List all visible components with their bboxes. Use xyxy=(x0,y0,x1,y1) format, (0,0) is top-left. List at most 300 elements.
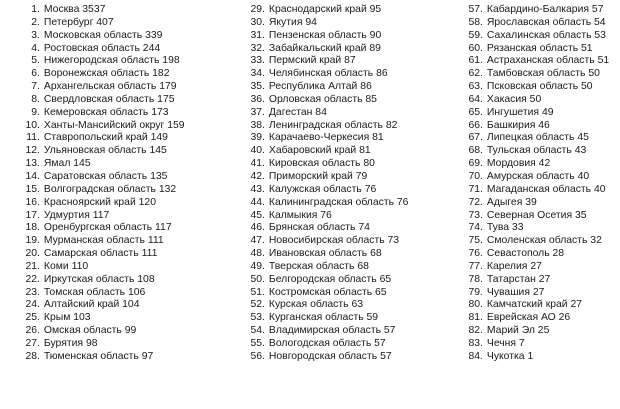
region-name: Чечня xyxy=(486,337,517,349)
list-item xyxy=(23,261,185,274)
region-count: 26 xyxy=(558,312,571,324)
list-column-1 xyxy=(23,4,185,364)
region-name: Вологодская область xyxy=(268,337,372,349)
region-name: Башкирия xyxy=(486,119,536,131)
rank-separator: . xyxy=(262,68,265,80)
rank-number: 51 xyxy=(250,286,262,298)
region-count: 76 xyxy=(364,183,377,195)
rank-separator: . xyxy=(37,119,40,131)
region-name: Бурятия xyxy=(43,337,84,349)
rank-separator: . xyxy=(262,93,265,105)
list-item xyxy=(466,312,609,325)
rank-number: 23 xyxy=(25,286,37,298)
rank-separator: . xyxy=(480,325,483,337)
list-item xyxy=(23,312,185,325)
region-name: Ингушетия xyxy=(486,106,540,118)
region-name: Краснодарский край xyxy=(268,4,367,15)
rank-separator: . xyxy=(480,273,483,285)
region-count: 27 xyxy=(530,260,542,272)
region-name: Курганская область xyxy=(268,312,364,324)
region-count: 117 xyxy=(155,222,172,234)
rank-number: 34 xyxy=(250,68,262,80)
list-item xyxy=(248,68,408,81)
region-count: 84 xyxy=(315,106,327,118)
rank-number: 42 xyxy=(250,170,262,182)
rank-number: 38 xyxy=(250,119,262,131)
rank-number: 9 xyxy=(31,106,37,118)
list-item xyxy=(466,210,609,223)
region-name: Еврейская АО xyxy=(486,312,556,324)
list-item xyxy=(248,312,408,325)
list-item xyxy=(248,274,408,287)
region-name: Камчатский край xyxy=(486,299,568,311)
rank-number: 57 xyxy=(468,4,480,15)
list-item xyxy=(23,287,185,300)
rank-separator: . xyxy=(480,337,483,349)
list-item xyxy=(466,43,609,56)
rank-separator: . xyxy=(262,42,265,54)
region-count: 95 xyxy=(369,4,382,15)
rank-number: 55 xyxy=(250,337,262,349)
rank-number: 8 xyxy=(31,93,37,105)
rank-number: 44 xyxy=(250,196,262,208)
region-count: 135 xyxy=(150,170,168,182)
region-name: Нижегородская область xyxy=(43,55,160,67)
region-count: 68 xyxy=(370,248,382,260)
rank-separator: . xyxy=(37,106,40,118)
list-item xyxy=(466,55,609,68)
region-name: Петербург xyxy=(43,16,94,28)
rank-number: 43 xyxy=(250,183,262,195)
region-name: Свердловская область xyxy=(43,93,155,105)
region-name: Смоленская область xyxy=(486,235,588,247)
rank-number: 29 xyxy=(250,4,262,15)
rank-separator: . xyxy=(37,158,40,170)
region-name: Марий Эл xyxy=(486,325,535,337)
list-item xyxy=(466,68,609,81)
rank-number: 79 xyxy=(468,286,480,298)
region-count: 42 xyxy=(538,158,551,170)
rank-number: 37 xyxy=(250,106,262,118)
rank-number: 25 xyxy=(25,312,37,324)
list-item xyxy=(466,145,609,158)
region-name: Новосибирская область xyxy=(268,235,385,247)
region-name: Чукотка xyxy=(486,350,525,362)
rank-number: 47 xyxy=(250,235,262,247)
region-name: Приморский край xyxy=(268,170,353,182)
region-count: 43 xyxy=(574,145,587,157)
rank-number: 54 xyxy=(250,325,262,337)
list-item xyxy=(23,81,185,94)
region-count: 39 xyxy=(525,196,537,208)
list-item xyxy=(23,299,185,312)
rank-separator: . xyxy=(37,196,40,208)
region-name: Омская область xyxy=(43,325,122,337)
region-name: Татарстан xyxy=(486,273,536,285)
region-name: Астраханская область xyxy=(486,55,595,67)
rank-separator: . xyxy=(262,337,265,349)
rank-separator: . xyxy=(37,337,40,349)
region-name: Калининградская область xyxy=(268,196,395,208)
rank-number: 27 xyxy=(25,337,37,349)
region-count: 149 xyxy=(150,132,168,144)
region-name: Челябинская область xyxy=(268,68,374,80)
rank-separator: . xyxy=(262,81,265,93)
rank-separator: . xyxy=(37,16,40,28)
rank-separator: . xyxy=(480,209,483,221)
region-count: 159 xyxy=(167,119,185,131)
rank-separator: . xyxy=(480,183,483,195)
list-item xyxy=(466,299,609,312)
region-count: 57 xyxy=(591,4,604,15)
region-name: Ленинградская область xyxy=(268,119,383,131)
region-count: 407 xyxy=(96,16,114,28)
region-name: Кабардино-Балкария xyxy=(486,4,590,15)
region-name: Белгородская область xyxy=(268,273,377,285)
rank-separator: . xyxy=(480,29,483,41)
region-name: Костромская область xyxy=(268,286,373,298)
region-name: Иркутская область xyxy=(43,273,135,285)
region-count: 45 xyxy=(577,132,589,144)
rank-number: 81 xyxy=(468,312,480,324)
region-name: Тульская область xyxy=(486,145,572,157)
list-item xyxy=(23,222,185,235)
list-item xyxy=(23,338,185,351)
rank-separator: . xyxy=(37,325,40,337)
rank-number: 50 xyxy=(250,273,262,285)
region-name: Томская область xyxy=(43,286,126,298)
region-name: Волгоградская область xyxy=(43,183,156,195)
region-count: 98 xyxy=(85,337,98,349)
region-count: 40 xyxy=(577,170,590,182)
region-name: Коми xyxy=(43,260,69,272)
region-name: Брянская область xyxy=(268,222,356,234)
list-item xyxy=(248,30,408,43)
rank-separator: . xyxy=(262,4,265,15)
rank-separator: . xyxy=(37,145,40,157)
region-count: 65 xyxy=(379,273,392,285)
list-item xyxy=(248,4,408,17)
region-count: 104 xyxy=(122,299,140,311)
region-count: 25 xyxy=(537,325,550,337)
region-name: Орловская область xyxy=(268,93,363,105)
region-name: Мордовия xyxy=(486,158,536,170)
region-count: 7 xyxy=(518,337,525,349)
rank-separator: . xyxy=(262,235,265,247)
region-name: Тува xyxy=(486,222,510,234)
region-name: Москва xyxy=(43,4,80,15)
rank-separator: . xyxy=(262,248,265,260)
rank-separator: . xyxy=(262,273,265,285)
region-count: 94 xyxy=(305,16,317,28)
list-column-2 xyxy=(248,4,408,364)
list-item xyxy=(466,222,609,235)
rank-number: 4 xyxy=(31,42,37,54)
region-name: Ямал xyxy=(43,158,71,170)
rank-separator: . xyxy=(262,196,265,208)
rank-number: 28 xyxy=(25,350,37,362)
rank-separator: . xyxy=(480,132,483,144)
rank-separator: . xyxy=(262,119,265,131)
region-count: 54 xyxy=(594,16,606,28)
region-name: Пензенская область xyxy=(268,29,367,41)
list-item xyxy=(466,132,609,145)
region-count: 103 xyxy=(73,312,91,324)
region-count: 110 xyxy=(71,260,89,272)
rank-separator: . xyxy=(480,158,483,170)
region-count: 89 xyxy=(369,42,381,54)
list-item xyxy=(23,248,185,261)
list-item xyxy=(23,120,185,133)
rank-separator: . xyxy=(262,325,265,337)
rank-number: 62 xyxy=(468,68,480,80)
rank-separator: . xyxy=(37,4,40,15)
rank-separator: . xyxy=(480,42,483,54)
rank-separator: . xyxy=(480,55,483,67)
rank-separator: . xyxy=(262,299,265,311)
rank-number: 65 xyxy=(468,106,480,118)
rank-number: 13 xyxy=(25,158,37,170)
rank-separator: . xyxy=(480,68,483,80)
region-count: 79 xyxy=(355,170,368,182)
list-item xyxy=(248,94,408,107)
list-item xyxy=(23,43,185,56)
region-count: 90 xyxy=(369,29,382,41)
rank-separator: . xyxy=(480,286,483,298)
region-count: 40 xyxy=(594,183,606,195)
rank-number: 64 xyxy=(468,93,480,105)
list-item xyxy=(23,274,185,287)
rank-separator: . xyxy=(480,145,483,157)
list-item xyxy=(466,248,609,261)
region-name: Хабаровский край xyxy=(268,145,357,157)
rank-separator: . xyxy=(37,209,40,221)
list-item xyxy=(23,158,185,171)
region-count: 76 xyxy=(396,196,409,208)
region-name: Магаданская область xyxy=(486,183,592,195)
list-item xyxy=(466,81,609,94)
list-item xyxy=(23,351,185,364)
rank-separator: . xyxy=(262,209,265,221)
region-count: 33 xyxy=(511,222,524,234)
region-count: 80 xyxy=(363,158,375,170)
rank-number: 70 xyxy=(468,170,480,182)
rank-separator: . xyxy=(37,286,40,298)
rank-number: 3 xyxy=(31,29,37,41)
region-name: Удмуртия xyxy=(43,209,90,221)
rank-number: 11 xyxy=(26,132,37,144)
rank-separator: . xyxy=(37,260,40,272)
region-name: Сахалинская область xyxy=(486,29,592,41)
region-count: 117 xyxy=(92,209,110,221)
rank-separator: . xyxy=(37,248,40,260)
rank-number: 40 xyxy=(250,145,262,157)
rank-number: 24 xyxy=(25,299,37,311)
region-count: 99 xyxy=(124,325,137,337)
list-item xyxy=(466,287,609,300)
rank-number: 67 xyxy=(468,132,480,144)
region-count: 27 xyxy=(570,299,583,311)
region-count: 50 xyxy=(581,81,593,93)
rank-number: 46 xyxy=(250,222,262,234)
region-count: 182 xyxy=(152,68,170,80)
rank-number: 82 xyxy=(468,325,480,337)
region-count: 49 xyxy=(541,106,554,118)
region-count: 46 xyxy=(538,119,550,131)
region-count: 73 xyxy=(387,235,400,247)
list-item xyxy=(248,132,408,145)
region-name: Кировская область xyxy=(268,158,361,170)
region-count: 132 xyxy=(158,183,177,195)
region-count: 50 xyxy=(588,68,600,80)
region-count: 50 xyxy=(529,93,542,105)
list-item xyxy=(23,325,185,338)
list-item xyxy=(466,158,609,171)
region-count: 27 xyxy=(538,273,551,285)
rank-separator: . xyxy=(37,93,40,105)
rank-number: 60 xyxy=(468,42,480,54)
list-item xyxy=(466,351,609,364)
region-name: Алтайский край xyxy=(43,299,120,311)
region-name: Адыгея xyxy=(486,196,523,208)
rank-number: 71 xyxy=(468,183,480,195)
rank-separator: . xyxy=(480,235,483,247)
region-count: 57 xyxy=(380,350,392,362)
rank-number: 75 xyxy=(468,235,480,247)
list-item xyxy=(23,132,185,145)
rank-number: 59 xyxy=(468,29,480,41)
region-name: Архангельская область xyxy=(43,81,157,93)
rank-separator: . xyxy=(262,145,265,157)
region-count: 81 xyxy=(372,132,384,144)
region-name: Северная Осетия xyxy=(486,209,573,221)
rank-separator: . xyxy=(480,248,483,260)
region-name: Карачаево-Черкесия xyxy=(268,132,370,144)
list-item xyxy=(23,68,185,81)
region-count: 81 xyxy=(359,145,371,157)
list-item xyxy=(248,55,408,68)
list-item xyxy=(248,351,408,364)
rank-number: 78 xyxy=(468,273,480,285)
region-name: Калмыкия xyxy=(268,209,318,221)
region-name: Ивановская область xyxy=(268,248,368,260)
list-item xyxy=(466,120,609,133)
rank-separator: . xyxy=(262,183,265,195)
rank-separator: . xyxy=(262,106,265,118)
region-name: Самарская область xyxy=(43,248,139,260)
region-name: Владимирская область xyxy=(268,325,381,337)
list-item xyxy=(248,184,408,197)
rank-number: 45 xyxy=(250,209,262,221)
rank-number: 1 xyxy=(31,4,37,15)
rank-separator: . xyxy=(37,42,40,54)
region-count: 173 xyxy=(151,106,169,118)
rank-number: 61 xyxy=(468,55,480,67)
rank-number: 80 xyxy=(468,299,480,311)
list-item xyxy=(466,235,609,248)
list-item xyxy=(248,287,408,300)
region-name: Саратовская область xyxy=(43,170,148,182)
region-name: Якутия xyxy=(268,16,303,28)
region-count: 86 xyxy=(360,81,372,93)
rank-separator: . xyxy=(480,4,483,15)
region-name: Крым xyxy=(43,312,71,324)
region-name: Пермский край xyxy=(268,55,342,67)
region-name: Оренбургская область xyxy=(43,222,153,234)
rank-number: 53 xyxy=(250,312,262,324)
list-item xyxy=(248,235,408,248)
rank-separator: . xyxy=(37,312,40,324)
rank-number: 18 xyxy=(25,222,37,234)
region-count: 63 xyxy=(351,299,363,311)
list-item xyxy=(466,94,609,107)
list-item xyxy=(23,4,185,17)
list-column-3 xyxy=(466,4,609,364)
rank-number: 5 xyxy=(31,55,37,67)
rank-number: 31 xyxy=(250,29,262,41)
list-item xyxy=(466,338,609,351)
region-count: 65 xyxy=(375,286,387,298)
rank-separator: . xyxy=(37,170,40,182)
rank-number: 49 xyxy=(250,260,262,272)
list-item xyxy=(248,171,408,184)
rank-number: 22 xyxy=(25,273,37,285)
rank-number: 83 xyxy=(468,337,480,349)
rank-separator: . xyxy=(37,55,40,67)
rank-number: 30 xyxy=(250,16,262,28)
rank-separator: . xyxy=(480,170,483,182)
region-count: 339 xyxy=(145,29,163,41)
region-count: 111 xyxy=(147,235,164,247)
rank-separator: . xyxy=(262,222,265,234)
rank-number: 33 xyxy=(250,55,262,67)
rank-separator: . xyxy=(480,260,483,272)
region-count: 1 xyxy=(527,350,534,362)
rank-number: 77 xyxy=(468,260,480,272)
region-count: 59 xyxy=(366,312,379,324)
region-name: Ставропольский край xyxy=(43,132,148,144)
list-item xyxy=(466,30,609,43)
rank-separator: . xyxy=(480,222,483,234)
rank-separator: . xyxy=(262,286,265,298)
region-name: Севастополь xyxy=(486,248,550,260)
rank-number: 74 xyxy=(468,222,480,234)
rank-separator: . xyxy=(480,93,483,105)
list-item xyxy=(466,325,609,338)
region-count: 28 xyxy=(552,248,565,260)
region-name: Мурманская область xyxy=(43,235,145,247)
region-name: Липецкая область xyxy=(486,132,575,144)
list-item xyxy=(248,210,408,223)
list-item xyxy=(23,55,185,68)
region-count: 111 xyxy=(141,248,158,260)
list-item xyxy=(248,158,408,171)
region-name: Дагестан xyxy=(268,106,313,118)
list-item xyxy=(23,17,185,30)
list-item xyxy=(248,338,408,351)
list-item xyxy=(23,171,185,184)
rank-number: 84 xyxy=(468,350,480,362)
region-count: 27 xyxy=(532,286,545,298)
region-count: 86 xyxy=(376,68,388,80)
rank-number: 2 xyxy=(31,16,37,28)
list-item xyxy=(248,197,408,210)
rank-number: 20 xyxy=(25,248,37,260)
rank-separator: . xyxy=(37,299,40,311)
list-item xyxy=(23,107,185,120)
list-item xyxy=(23,184,185,197)
list-item xyxy=(23,30,185,43)
